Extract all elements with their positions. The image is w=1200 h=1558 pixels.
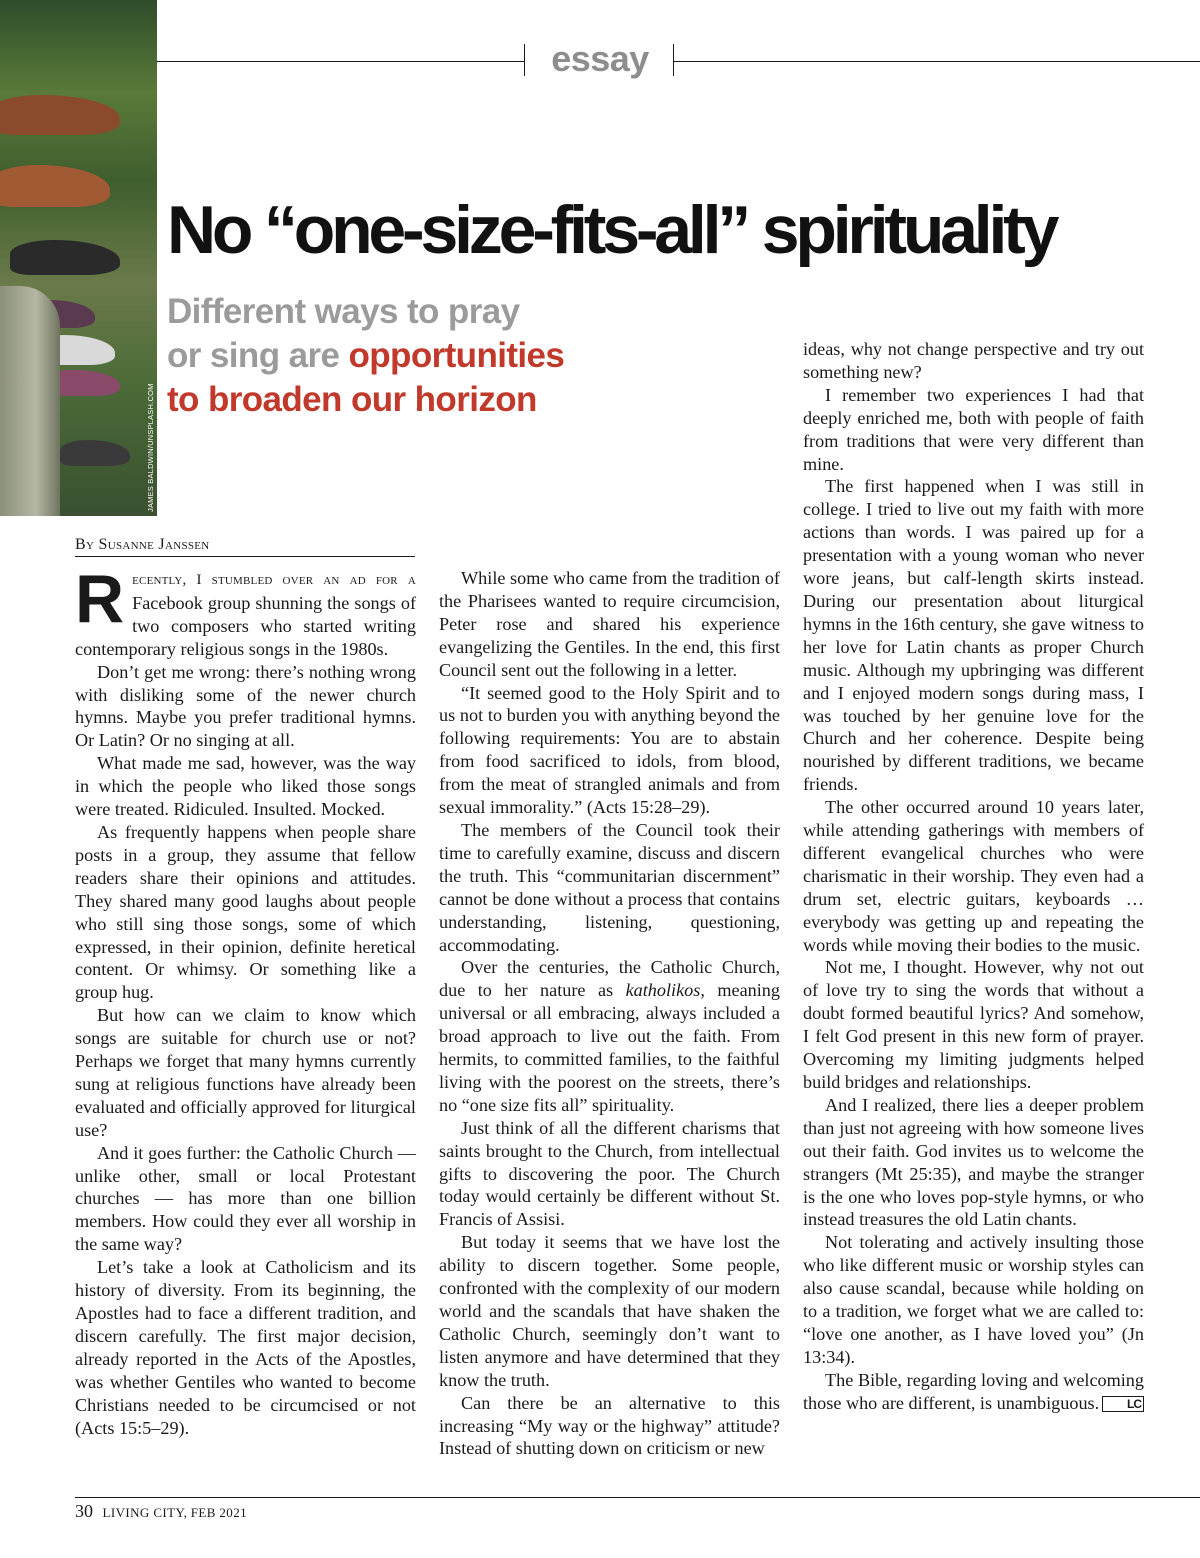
page-footer: [75, 1501, 247, 1522]
magazine-name: LIVING CITY,: [102, 1505, 188, 1520]
paragraph-text: Over the centuries, the Catholic Church, due to her nature as: [439, 957, 780, 1001]
paragraph: What made me sad, however, was the way in which the people who liked those songs were treated. Ridiculed. Insulted. Mocked.: [75, 753, 416, 820]
shoe-shape: [0, 95, 120, 135]
column-2: [439, 567, 780, 1460]
paragraph: The other occurred around 10 years later, while attending gatherings with members of different evangelical churches who were charismatic in their worship. They even had a drum set, electric guitars, keyboards … everybody was getting up and repeating the words while moving their bodies to the music.: [803, 797, 1144, 955]
lead-in: ecently, I stumbled over an ad for a: [132, 572, 416, 588]
paragraph: Let’s take a look at Catholicism and its history of diversity. From its beginning, the Apostles had to face a different tradition, and discern carefully. The first major decision, already reported in the Acts of the Apostles, was whether Gentiles who wanted to become Christians needed to be circumcised or not (Acts 15:5–29).: [75, 1257, 416, 1438]
paragraph: “It seemed good to the Holy Spirit and to us not to burden you with anything beyond the following requirements: You are to abstain from food sacrificed to idols, from blood, from the meat of strangled animals and from sexual immorality.” (Acts 15:28–29).: [439, 682, 780, 818]
shoe-shape: [60, 440, 130, 466]
paragraph: The first happened when I was still in college. I tried to live out my faith with more actions than words. I was paired up for a presentation with a young woman who never wore jeans, but calf-length skirts instead. During our presentation about liturgical hymns in the 16th century, she gave witness to her love for Latin chants as proper Church music. Although my upbringing was different and I enjoyed modern songs during mass, I was touched by her genuine love for the Church and her coherence. Despite being nourished by different traditions, we became friends.: [803, 476, 1144, 795]
column-3: [803, 338, 1144, 1415]
paragraph: While some who came from the tradition of the Pharisees wanted to require circumcision, Peter rose and shared his experience evangelizing the Gentiles. In the end, this first Council sent out the following in a letter.: [439, 568, 780, 680]
deck: [167, 290, 647, 422]
photo-credit: JAMES BALDWIN/UNSPLASH.COM: [146, 383, 155, 512]
deck-line-2-red: opportunities: [348, 336, 565, 375]
deck-line-2-gray: or sing are: [167, 336, 349, 375]
rock-shape: [0, 286, 60, 516]
drop-cap: R: [75, 561, 125, 637]
paragraph: Not me, I thought. However, why not out of love try to sing the words that without a doubt formed beautiful lyrics? And somehow, I felt God present in this new form of prayer. Overcoming my limiting judgments helped build bridges and relationships.: [803, 957, 1144, 1092]
paragraph: I remember two experiences I had that deeply enriched me, both with people of faith from traditions that were very different than mine.: [803, 384, 1144, 474]
paragraph: But today it seems that we have lost the ability to discern together. Some people, confronted with the complexity of our modern world and the scandals that have shaken the Catholic Church, seemingly don’t want to listen anymore and have determined that they know the truth.: [439, 1232, 780, 1390]
end-mark-logo: LC: [1102, 1396, 1144, 1412]
paragraph: But how can we claim to know which songs are suitable for church use or not? Perhaps we forget that many hymns currently sung at religious functions have already been evaluated and officially approved for liturgical use?: [75, 1005, 416, 1140]
paragraph: [803, 1369, 1144, 1415]
paragraph: And I realized, there lies a deeper problem than just not agreeing with how someone lives out their faith. God invites us to welcome the strangers (Mt 25:35), and maybe the stranger is the one who loves pop-style hymns, or who instead treasures the old Latin chants.: [803, 1094, 1144, 1230]
paragraph-text: Facebook group shunning the songs of two composers who started writing contemporary religious songs in the 1980s.: [75, 592, 416, 659]
italic-term: katholikos: [625, 980, 701, 1001]
paragraph: And it goes further: the Catholic Church — unlike other, small or local Protestant churches — has more than one billion members. How could they ever all worship in the same way?: [75, 1142, 416, 1255]
paragraph-text: The Bible, regarding loving and welcoming those who are different, is unambiguous.: [803, 1369, 1144, 1413]
header-tick-left: [524, 44, 525, 76]
footer-rule: [75, 1497, 1200, 1498]
page-number: 30: [75, 1501, 93, 1521]
header-tick-right: [673, 44, 674, 76]
paragraph: ideas, why not change perspective and try out something new?: [803, 339, 1144, 382]
header-rule-left: [157, 61, 524, 62]
paragraph: Can there be an alternative to this increasing “My way or the highway” attitude? Instead of shutting down on criticism or new: [439, 1392, 780, 1459]
section-label: essay: [551, 38, 649, 79]
deck-line-1: Different ways to pray: [167, 292, 520, 331]
headline: No “one-size-fits-all” spirituality: [167, 192, 1056, 268]
byline: By Susanne Janssen: [75, 536, 415, 557]
paragraph: The members of the Council took their time to carefully examine, discuss and discern the truth. This “communitarian discernment” cannot be done without a process that contains understanding, listening, questioning, accommodating.: [439, 819, 780, 955]
column-1: [75, 561, 416, 1439]
paragraph-text: , meaning universal or all embracing, always included a broad approach to live out the faith. From hermits, to committed families, to the faithful living with the poorest on the streets, there’s no “one size fits all” spirituality.: [439, 980, 780, 1115]
paragraph: Just think of all the different charisms that saints brought to the Church, from intellectual gifts to discovering the poor. The Church today would certainly be different without St. Francis of Assisi.: [439, 1117, 780, 1230]
shoe-shape: [0, 165, 110, 207]
paragraph: Not tolerating and actively insulting those who like different music or worship styles can also cause scandal, because while holding on to a tradition, we forget what we are called to: “love one another, as I have loved you” (Jn 13:34).: [803, 1232, 1144, 1367]
paragraph: [75, 561, 416, 661]
header-photo: [0, 0, 157, 516]
paragraph: Don’t get me wrong: there’s nothing wrong with disliking some of the newer church hymns. Maybe you prefer traditional hymns. Or Latin? Or no singing at all.: [75, 661, 416, 751]
deck-line-3: to broaden our horizon: [167, 380, 537, 419]
header-rule-right: [673, 61, 1200, 62]
issue-date: FEB 2021: [190, 1505, 248, 1520]
paragraph: [439, 956, 780, 1116]
paragraph: As frequently happens when people share posts in a group, they assume that fellow readers share their opinions and attitudes. They shared many good laughs about people who still sing those songs, some of which expressed, in their opinion, definite heretical content. Or whimsy. Or something like a group hug.: [75, 821, 416, 1003]
shoe-shape: [10, 240, 120, 275]
